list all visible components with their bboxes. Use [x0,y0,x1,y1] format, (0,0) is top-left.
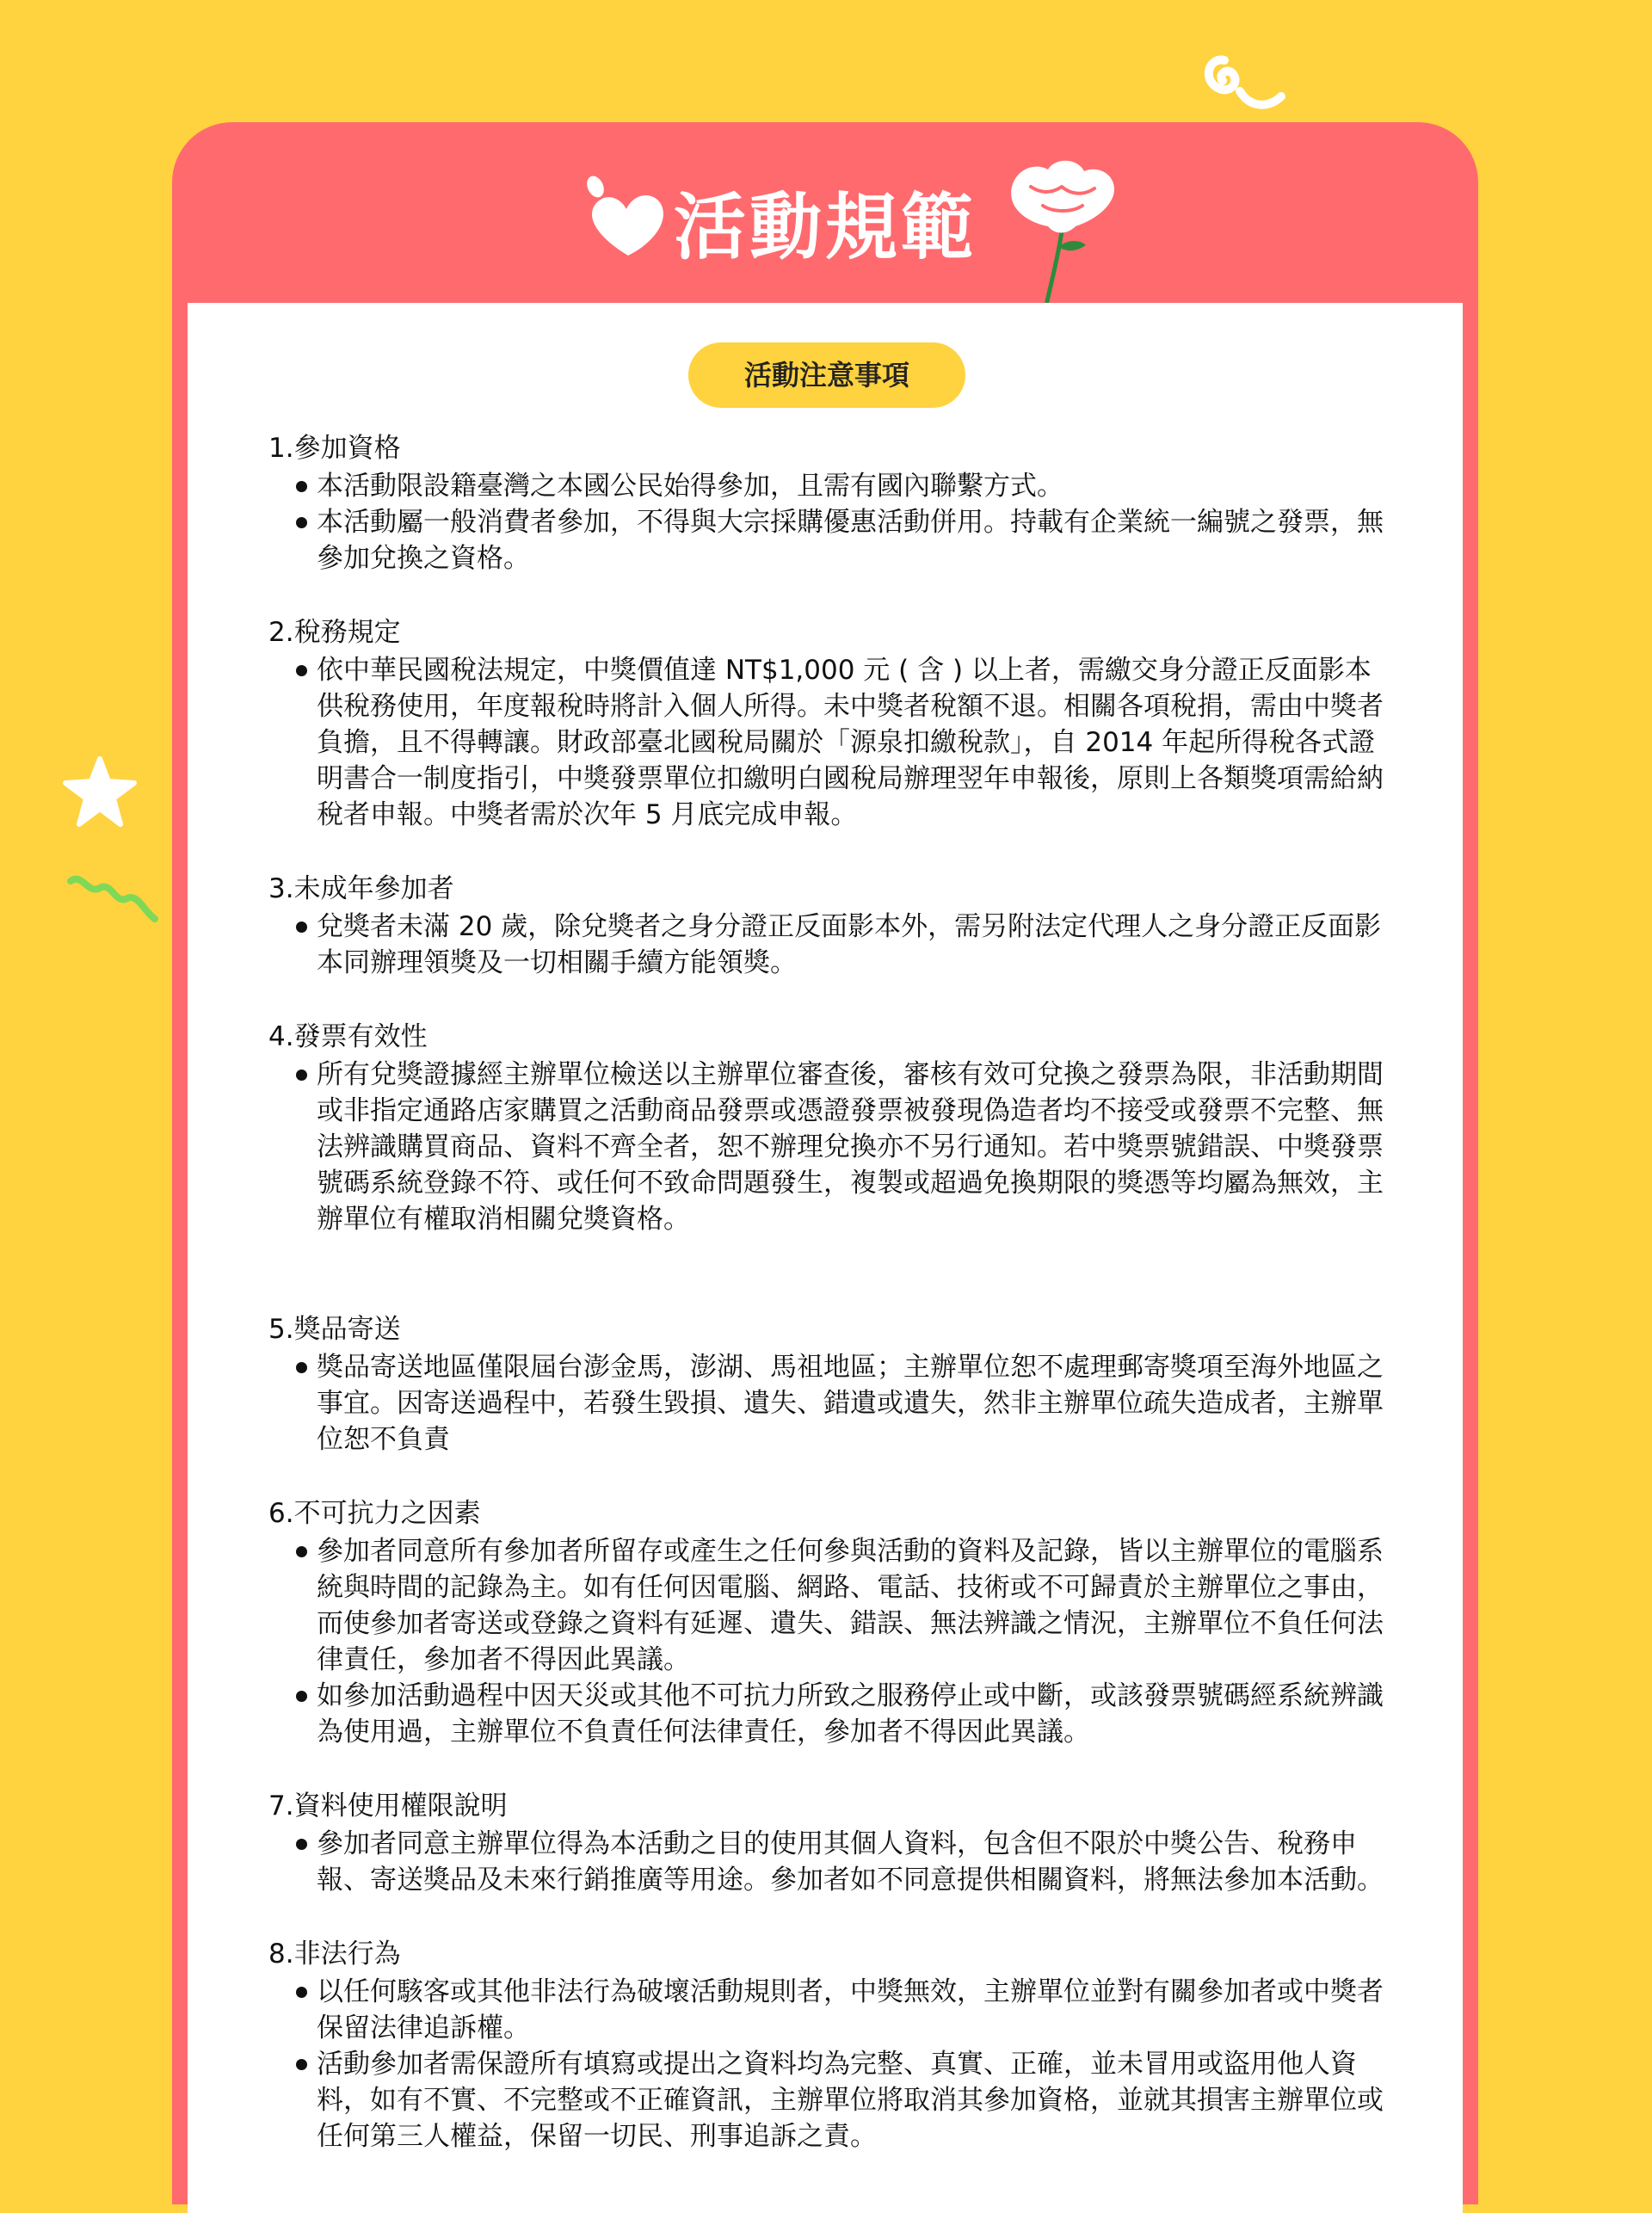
carnation-icon [998,152,1127,307]
section-title: 5.獎品寄送 [268,1314,401,1345]
list-item: 獎品寄送地區僅限屆台澎金馬，澎湖、馬祖地區；主辦單位恕不處理郵寄獎項至海外地區之事宜。因寄送過程中，若發生毀損、遺失、錯遺或遺失，然非主辦單位疏失造成者，主辦單位恕不負責 [265,1349,1384,1458]
list-item: 所有兌獎證據經主辦單位檢送以主辦單位審查後，審核有效可兌換之發票為限，非活動期間或非指定通路店家購買之活動商品發票或憑證發票被發現偽造者均不接受或發票不完整、無法辨識購買商品、資料不齊全者，恕不辦理兌換亦不另行通知。若中獎票號錯誤、中獎發票號碼系統登錄不符、或任何不致命問題發生，複製或超過免換期限的獎憑等均屬為無效，主辦單位有權取消相關兌獎資格。 [265,1057,1384,1237]
section-title: 4.發票有效性 [268,1021,428,1052]
swirl-icon [1192,45,1286,122]
section-eligibility [265,430,1409,576]
list-item: 參加者同意主辦單位得為本活動之目的使用其個人資料，包含但不限於中獎公告、稅務申報、寄送獎品及未來行銷推廣等用途。參加者如不同意提供相關資料，將無法參加本活動。 [265,1826,1384,1898]
section-title: 6.不可抗力之因素 [268,1498,481,1529]
section-force-majeure [265,1495,1409,1750]
section-data-usage [265,1788,1409,1898]
list-item: 以任何駭客或其他非法行為破壞活動規則者，中獎無效，主辦單位並對有關參加者或中獎者保留法律追訴權。 [265,1974,1384,2046]
rules-content [265,430,1409,2192]
section-title: 1.參加資格 [268,433,401,464]
section-prize-delivery [265,1311,1409,1458]
section-title: 3.未成年參加者 [268,873,454,904]
section-invoice-validity [265,1019,1409,1237]
notice-badge: 活動注意事項 [688,342,965,408]
list-item: 本活動限設籍臺灣之本國公民始得參加，且需有國內聯繫方式。 [265,468,1384,504]
section-minors [265,871,1409,981]
list-item: 兌獎者未滿 20 歲，除兌獎者之身分證正反面影本外，需另附法定代理人之身分證正反面影本同辦理領獎及一切相關手續方能領獎。 [265,909,1384,981]
list-item: 活動參加者需保證所有填寫或提出之資料均為完整、真實、正確，並未冒用或盜用他人資料，如有不實、不完整或不正確資訊，主辦單位將取消其參加資格，並就其損害主辦單位或任何第三人權益，保留一切民、刑事追訴之責。 [265,2046,1384,2154]
section-title: 2.稅務規定 [268,617,401,648]
list-item: 本活動屬一般消費者參加，不得與大宗採購優惠活動併用。持載有企業統一編號之發票，無參加兌換之資格。 [265,504,1384,576]
heart-icon [576,161,671,264]
list-item: 參加者同意所有參加者所留存或產生之任何參與活動的資料及記錄，皆以主辦單位的電腦系統與時間的記錄為主。如有任何因電腦、網路、電話、技術或不可歸責於主辦單位之事由，而使參加者寄送或登錄之資料有延遲、遺失、錯誤、無法辨識之情況，主辦單位不負任何法律責任，參加者不得因此異議。 [265,1533,1384,1678]
list-item: 如參加活動過程中因天災或其他不可抗力所致之服務停止或中斷，或該發票號碼經系統辨識為使用過，主辦單位不負責任何法律責任，參加者不得因此異議。 [265,1678,1384,1750]
section-title: 8.非法行為 [268,1939,401,1970]
section-title: 7.資料使用權限說明 [268,1791,508,1822]
section-illegal-acts [265,1936,1409,2154]
squiggle-icon [65,869,160,929]
star-icon [62,755,138,828]
section-tax [265,614,1409,833]
list-item: 依中華民國稅法規定，中獎價值達 NT$1,000 元 ( 含 ) 以上者，需繳交身分證正反面影本供稅務使用，年度報稅時將計入個人所得。未中獎者稅額不退。相關各項稅捐，需由中獎者負擔，且不得轉讓。財政部臺北國稅局關於「源泉扣繳稅款」，自 2014 年起所得稅各式證明書合一制度指引，中獎發票單位扣繳明白國稅局辦理翌年申報後，原則上各類獎項需給納稅者申報。中獎者需於次年 5 月底完成申報。 [265,652,1384,833]
page-title: 活動規範 [673,185,977,269]
